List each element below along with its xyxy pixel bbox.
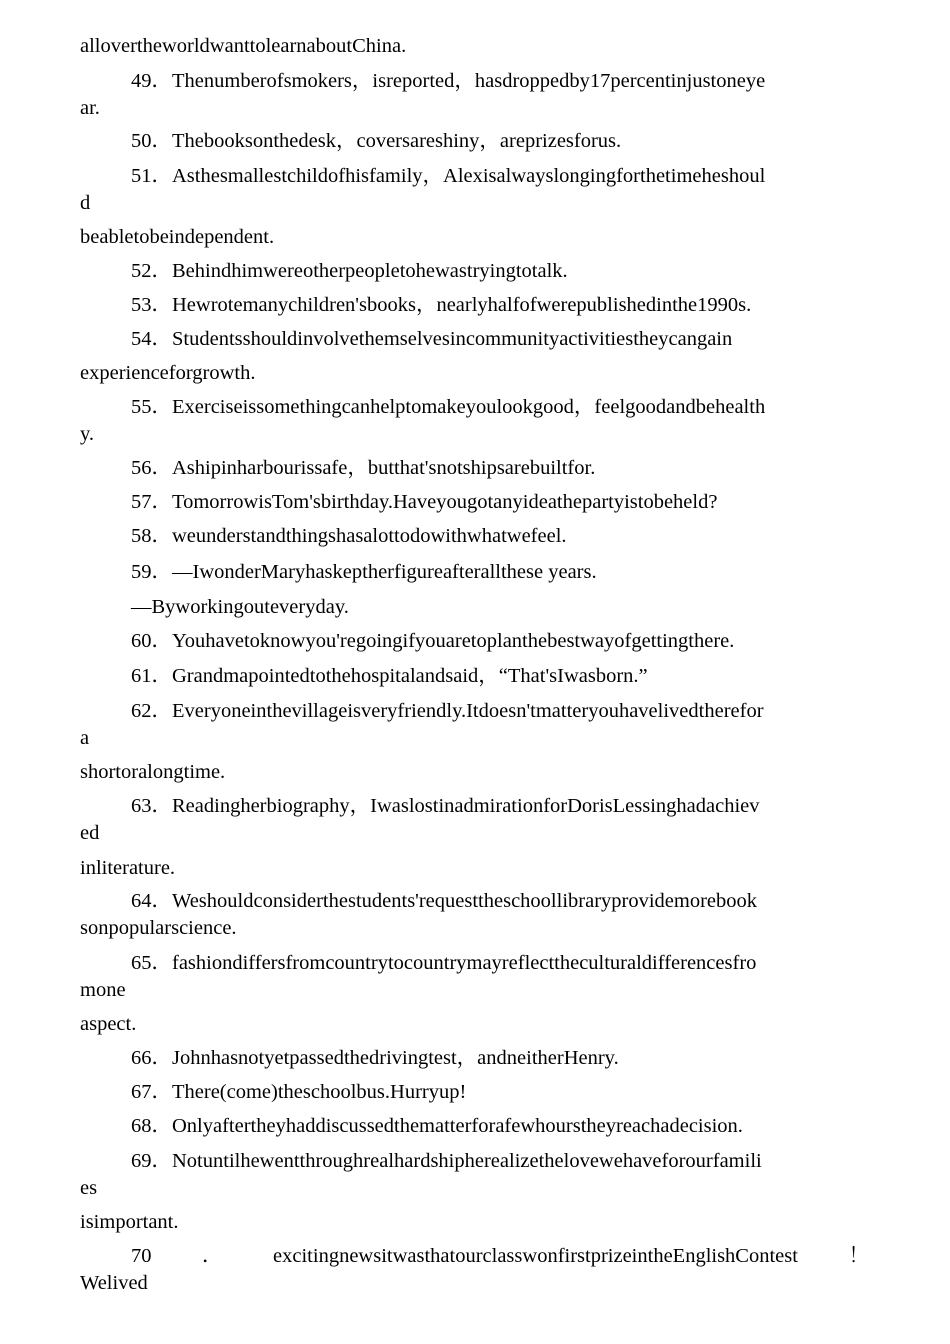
question-70 — [131, 1243, 869, 1269]
question-52: 52．Behindhimwereotherpeopletohewastryingtotalk. — [131, 260, 568, 282]
question-55: 55．Exerciseissomethingcanhelptomakeyoulookgood，feelgoodandbehealth — [131, 396, 766, 418]
text-line: alloverthe​worldwanttolearnaboutChina. — [80, 35, 407, 57]
text-line: ed — [80, 822, 100, 844]
text-line: inliterature. — [80, 857, 176, 879]
question-63: 63．Readingherbiography，IwaslostinadmirationforDorisLessinghadachiev — [131, 795, 760, 817]
question-50: 50．Thebooksonthedesk，coversareshiny，areprizesforus. — [131, 130, 622, 152]
text-line: mone — [80, 979, 126, 1001]
question-66: 66．Johnhasnotyetpassedthedrivingtest，andneitherHenry. — [131, 1047, 619, 1069]
question-54: 54．Studentsshouldinvolvethemselvesincommunityactivitiestheycangain — [131, 328, 733, 350]
text-line: es — [80, 1177, 98, 1199]
question-67: 67．There(come)theschoolbus.Hurryup! — [131, 1081, 467, 1103]
text-line: isimportant. — [80, 1211, 179, 1233]
question-65: 65．fashiondiffersfromcountrytocountrymayreflecttheculturaldifferencesfro — [131, 952, 757, 974]
text-line: a — [80, 727, 90, 749]
question-dot: ． — [202, 1245, 223, 1267]
text-line: aspect. — [80, 1013, 137, 1035]
question-62: 62．Everyoneinthevillageisveryfriendly.Itdoesn'tmatteryouhavelivedtherefor — [131, 700, 764, 722]
text-line: Welived — [80, 1272, 148, 1294]
question-60: 60．Youhavetoknowyou'regoingifyouaretoplanthebestwayofgettingthere. — [131, 630, 735, 652]
text-line: y. — [80, 423, 95, 445]
text-line: sonpopularscience. — [80, 917, 237, 939]
text-line: ar. — [80, 97, 100, 119]
question-61: 61．Grandmapointedtothehospitalandsaid，“That'sIwasborn.” — [131, 665, 648, 687]
text-line: experienceforgrowth. — [80, 362, 256, 384]
question-text: excitingnewsitwasthatourclasswonfirstprizeintheEnglishContest — [273, 1245, 798, 1267]
question-59: 59．—IwonderMaryhaskeptherfigureafterallthese years. — [131, 561, 597, 583]
text-line: shortoralongtime. — [80, 761, 226, 783]
question-49: 49．Thenumberofsmokers，isreported，hasdroppedby17percentinjustoneye — [131, 70, 766, 92]
question-53: 53．Hewrotemanychildren'sbooks，nearlyhalfofwerepublishedinthe1990s. — [131, 294, 752, 316]
question-57: 57．TomorrowisTom'sbirthday.Haveyougotanyideathepartyistobeheld? — [131, 491, 718, 513]
question-number: 70 — [131, 1245, 152, 1267]
question-68: 68．Onlyaftertheyhaddiscussedthematterforafewhourstheyreachadecision. — [131, 1115, 743, 1137]
exclamation-mark: ！ — [848, 1245, 869, 1267]
text-line: beabletobeindependent. — [80, 226, 275, 248]
question-58: 58．weunderstandthingshasalottodowithwhatwefeel. — [131, 525, 567, 547]
text-line: d — [80, 192, 91, 214]
question-69: 69．Notuntilhewentthroughrealhardshipherealizethelovewehaveforourfamili — [131, 1150, 762, 1172]
answer-line: —Byworkingouteveryday. — [131, 596, 349, 618]
question-64: 64．Weshouldconsiderthestudents'requesttheschoollibraryprovidemorebook — [131, 890, 758, 912]
question-56: 56．Ashipinharbourissafe，butthat'snotshipsarebuiltfor. — [131, 457, 596, 479]
question-51: 51．Asthesmallestchildofhisfamily，Alexisalwayslongingforthetimeheshoul — [131, 165, 766, 187]
